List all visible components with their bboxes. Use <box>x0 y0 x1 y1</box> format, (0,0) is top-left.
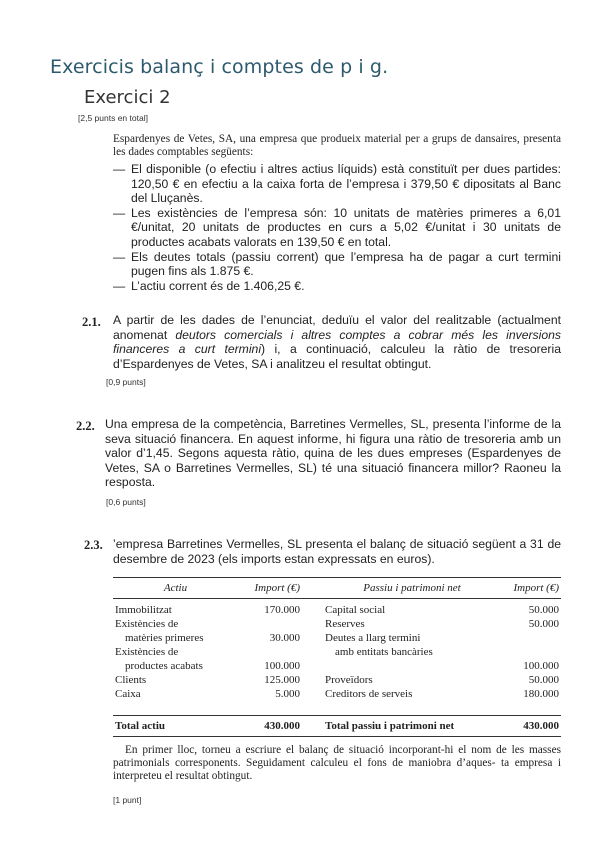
table-row: Caixa 5.000 Creditors de serveis 180.000 <box>115 688 559 700</box>
column-spacer <box>302 578 323 599</box>
list-item: — Les existències de l’empresa són: 10 unitats de matèries primeres a 6,01 €/unitat, 20 unitats de productes en curs a 5,02 €/unitat i 30 unitats de productes acabats valorats en 139,50 € en total. <box>113 205 561 249</box>
balance-sheet-table <box>113 577 561 737</box>
total-points: [2,5 punts en total] <box>78 113 148 123</box>
question-text: Una empresa de la competència, Barretines Vermelles, SL, presenta l’informe de la seva situació financera. En aquest informe, hi figura una ràtio de tresoreria amb un valor d’1,45. Segons aquesta ràtio, quina de les dues empreses (Espardenyes de Vetes, SA o Barretines Vermelles, SL) té una situació financera millor? Raoneu la resposta. <box>105 417 561 490</box>
table-row: Existències de Reserves 50.000 <box>115 618 559 630</box>
exercise-title: Exercici 2 <box>84 87 171 108</box>
column-header: Import (€) <box>238 578 302 599</box>
data-list <box>113 162 561 293</box>
question-points: [0,9 punts] <box>106 377 146 387</box>
question-number: 2.2. <box>76 419 95 433</box>
table-total-row: Total actiu 430.000 Total passiu i patrimoni net 430.000 <box>113 716 561 737</box>
column-header: Actiu <box>113 578 238 599</box>
spacer-row <box>113 701 561 716</box>
list-item: — El disponible (o efectiu i altres actius líquids) està constituït per dues partides: 120,50 € en efectiu a la caixa forta de l’empresa i 379,50 € dipositats al Banc del Lluçanès. <box>113 162 561 206</box>
question-points: [0,6 punts] <box>106 497 146 507</box>
table-row: Immobilitzat 170.000 Capital social 50.000 <box>115 604 559 616</box>
question-number: 2.3. <box>84 538 103 552</box>
final-paragraph: En primer lloc, torneu a escriure el balanç de situació incorporant-hi el nom de les masses patrimonials corresponents. Seguidament calculeu el fons de maniobra d’aques- ta empresa i interpreteu el resultat obtingut. <box>113 744 561 782</box>
page-title: Exercicis balanç i comptes de p i g. <box>50 56 389 78</box>
table-row: matèries primeres 30.000 Deutes a llarg termini <box>125 632 421 644</box>
table-row: productes acabats 100.000 100.000 <box>125 660 559 672</box>
table-header-row <box>113 578 561 599</box>
column-header: Import (€) <box>501 578 561 599</box>
column-header: Passiu i patrimoni net <box>323 578 501 599</box>
table-row: Clients 125.000 Proveïdors 50.000 <box>115 674 559 686</box>
intro-paragraph: Espardenyes de Vetes, SA, una empresa que produeix material per a grups de dansaires, presenta les dades comptables següents: <box>113 133 561 158</box>
list-item: — Els deutes totals (passiu corrent) que l’empresa ha de pagar a curt termini pugen fins als 1.875 €. <box>113 249 561 279</box>
question-text: A partir de les dades de l’enunciat, deduïu el valor del realitzable (actualment anomenat deutors comercials i altres comptes a cobrar més les inversions financeres a curt termini) i, a continuació, calculeu la ràtio de tresoreria d’Espardenyes de Vetes, SA i analitzeu el resultat obtingut. <box>113 313 562 371</box>
list-item: — L’actiu corrent és de 1.406,25 €. <box>113 278 305 293</box>
question-text: ’empresa Barretines Vermelles, SL presenta el balanç de situació següent a 31 de desembre de 2023 (els imports estan expressats en euros). <box>113 537 561 566</box>
table-row: Existències de amb entitats bancàries <box>115 646 433 658</box>
question-number: 2.1. <box>82 315 101 329</box>
question-points: [1 punt] <box>113 795 142 805</box>
